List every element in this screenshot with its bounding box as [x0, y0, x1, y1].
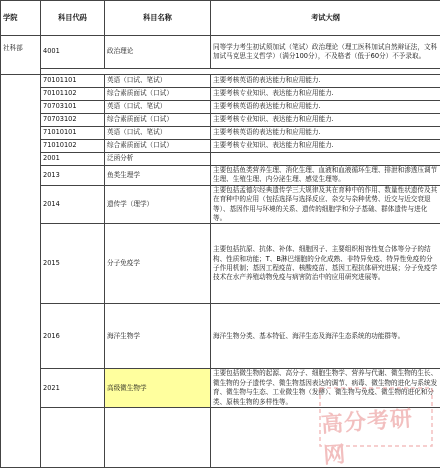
header-name: 科目名称 [105, 1, 211, 36]
table-row [1, 140, 440, 153]
subject-name: 分子免疫学 [105, 224, 211, 304]
subject-code: 2013 [41, 166, 105, 186]
table-row [1, 101, 440, 114]
exam-outline: 主要包括鱼类营养生理、消化生理、血液和血液循环生理、排泄和渗透压调节生理、生殖生理、内分泌生理、感觉生理等。 [211, 166, 440, 186]
exam-outline: 主要考核英语的表达能力和应用能力. [211, 75, 440, 88]
exam-outline: 同等学力考生初试须加试（笔试）政治理论（理工医科加试自然辩证法，文科加试马克思主义哲学）（满分100分），不及格者（低于60分）不予录取。 [211, 36, 440, 69]
subject-code: 2015 [41, 224, 105, 304]
table-row [1, 166, 440, 186]
subject-code: 2014 [41, 185, 105, 224]
subject-code: 70101101 [41, 75, 105, 88]
college-cell-empty [1, 75, 41, 468]
subject-name [105, 408, 211, 468]
exam-outline: 主要考核专业知识、表达能力和应用能力. [211, 88, 440, 101]
table-header-row [1, 1, 440, 36]
exam-outline: 主要考核专业知识、表达能力和应用能力. [211, 114, 440, 127]
table-row [1, 114, 440, 127]
subject-code: 70703102 [41, 114, 105, 127]
header-code: 科目代码 [41, 1, 105, 36]
exam-outline: 海洋生物分类、基本特征、海洋生态及海洋生态系统的功能群等。 [211, 304, 440, 369]
table-row [1, 127, 440, 140]
subject-name: 综合素质面试（口试） [105, 114, 211, 127]
subject-name: 遗传学（理学） [105, 185, 211, 224]
college-cell: 社科部 [1, 36, 41, 75]
exam-outline: 主要包括抗原、抗体、补体、细胞因子、主要组织相容性复合体等分子的结构、性质和功能；T、B淋巴细胞的分化成熟、非特异免疫、特异性免疫的分子作用机制；基因工程疫苗、核酸疫苗、基因工程抗体研究进展；分子免疫学技术在水产养殖动物免疫与病害防治中的应用研究进展等。 [211, 224, 440, 304]
subject-code: 2021 [41, 369, 105, 408]
subject-code: 2016 [41, 304, 105, 369]
table-row [1, 185, 440, 224]
exam-outline: 主要考核英语的表达能力和应用能力. [211, 127, 440, 140]
table-row [1, 304, 440, 369]
subject-name: 综合素质面试（口试） [105, 140, 211, 153]
header-college: 学院 [1, 1, 41, 36]
watermark-text: 高分考研网 [320, 400, 438, 470]
subject-code: 4001 [41, 36, 105, 69]
exam-outline: 主要考核专业知识、表达能力和应用能力. [211, 140, 440, 153]
subject-name: 英语（口试、笔试） [105, 127, 211, 140]
table-row [1, 224, 440, 304]
subject-name-highlighted: 高级微生物学 [105, 369, 211, 408]
subject-code: 71010102 [41, 140, 105, 153]
subject-name: 泛函分析 [105, 153, 211, 166]
table-row [1, 75, 440, 88]
subject-name: 政治理论 [105, 36, 211, 69]
exam-outline: 主要包括微生物的起源、高分子、细胞生物学、营养与代谢、微生物的生长、微生物的分子遗传学、微生物基因表达的调节、病毒、微生物的进化与系统发育、微生物与生态、工业微生物（发酵）、微生物与免疫、微生物的进化和分类、原核生物的多样性等。 [211, 369, 440, 408]
exam-outline: 主要考核英语的表达能力和应用能力. [211, 101, 440, 114]
subject-name: 英语（口试、笔试） [105, 75, 211, 88]
subject-name: 综合素质面试（口试） [105, 88, 211, 101]
header-outline: 考试大纲 [211, 1, 440, 36]
exam-outline [211, 408, 440, 468]
table-row [1, 36, 440, 69]
subject-code: 70703101 [41, 101, 105, 114]
subject-code: 70101102 [41, 88, 105, 101]
subject-code: 71010101 [41, 127, 105, 140]
table-row [1, 88, 440, 101]
subject-code [41, 408, 105, 468]
table-row [1, 153, 440, 166]
table-row [1, 408, 440, 468]
subject-name: 鱼类生理学 [105, 166, 211, 186]
subject-name: 英语（口试、笔试） [105, 101, 211, 114]
subject-name: 海洋生物学 [105, 304, 211, 369]
exam-outline: 主要包括孟德尔经典遗传学三大规律及其在育种中的作用、数量性状遗传及其在育种中的应用（包括选择与选择反应、杂交与杂种优势、近交与近交衰退等）、基因作用与环境的关系、遗传的细胞学和分子基础、群体遗传与进化等。 [211, 185, 440, 224]
table-row [1, 369, 440, 408]
exam-outline [211, 153, 440, 166]
subject-code: 2001 [41, 153, 105, 166]
